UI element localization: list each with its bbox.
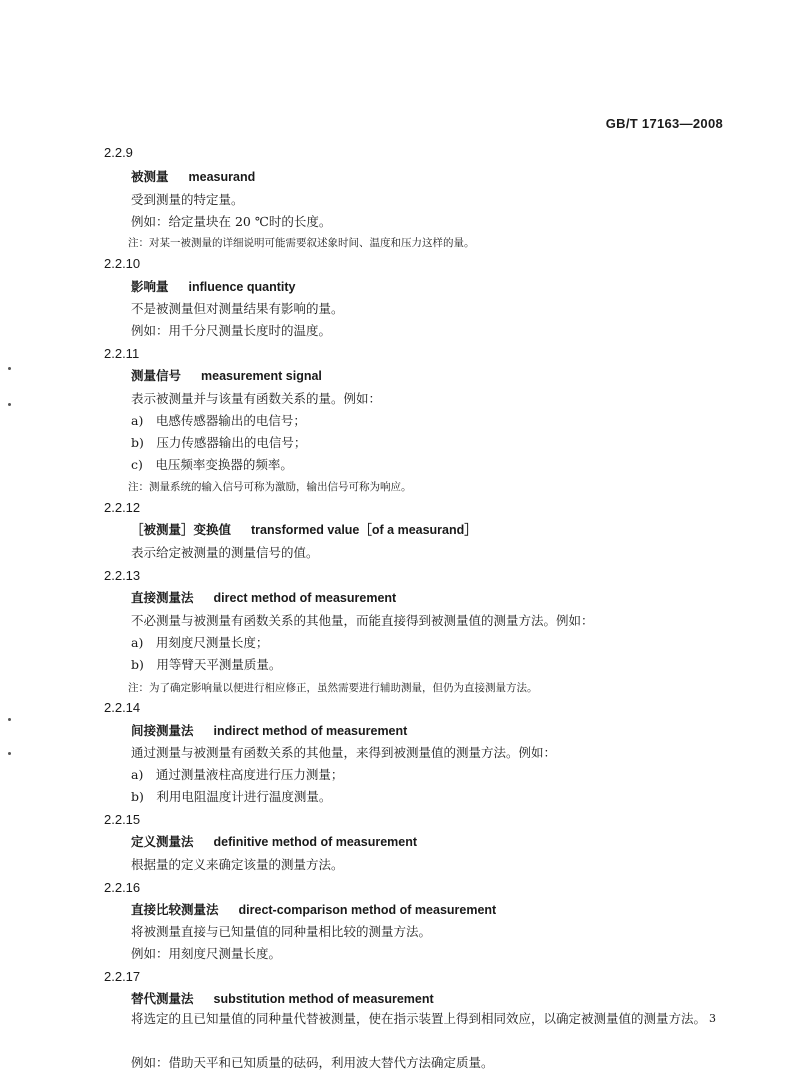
term-en: substitution method of measurement [213, 992, 434, 1006]
term-cn: 间接测量法 [131, 723, 194, 738]
term-heading [131, 991, 434, 1007]
term-heading [131, 723, 407, 739]
clause-number: 2.2.9 [104, 145, 133, 160]
term-en: influence quantity [188, 280, 296, 294]
term-heading [131, 902, 496, 918]
example-text: 例如：用千分尺测量长度时的温度。 [131, 323, 332, 338]
term-en: measurement signal [201, 369, 322, 383]
term-heading [131, 590, 396, 606]
definition-text: 根据量的定义来确定该量的测量方法。 [131, 857, 344, 872]
definition-text: 将选定的且已知量值的同种量代替被测量，使在指示装置上得到相同效应，以确定被测量值的测量方法。 [131, 1011, 707, 1026]
term-en: direct method of measurement [213, 591, 397, 605]
margin-mark [8, 367, 11, 370]
clause-number: 2.2.10 [104, 256, 141, 271]
term-heading [131, 368, 322, 384]
clause-number: 2.2.17 [104, 969, 141, 984]
definition-text: 通过测量与被测量有函数关系的其他量，来得到被测量值的测量方法。例如： [131, 745, 557, 760]
clause-number: 2.2.16 [104, 880, 141, 895]
note-text: 注：测量系统的输入信号可称为激励，输出信号可称为响应。 [128, 481, 412, 493]
list-item: a) 用刻度尺测量长度； [131, 635, 269, 650]
list-item: b) 利用电阻温度计进行温度测量。 [131, 789, 332, 804]
note-text: 注：对某一被测量的详细说明可能需要叙述象时间、温度和压力这样的量。 [128, 237, 475, 249]
clause-number: 2.2.11 [104, 346, 140, 361]
term-en: measurand [188, 170, 256, 184]
margin-mark [8, 752, 11, 755]
list-item: a) 通过测量液柱高度进行压力测量； [131, 767, 344, 782]
term-cn: 影响量 [131, 279, 169, 294]
definition-text: 表示被测量并与该量有函数关系的量。例如： [131, 391, 382, 406]
page-number: 3 [709, 1012, 716, 1025]
margin-mark [8, 718, 11, 721]
term-cn: 替代测量法 [131, 991, 194, 1006]
term-cn: ［被测量］变换值 [131, 522, 232, 537]
definition-text: 将被测量直接与已知量值的同种量相比较的测量方法。 [131, 924, 432, 939]
standard-code: GB/T 17163—2008 [605, 116, 723, 131]
note-text: 注：为了确定影响量以便进行相应修正，虽然需要进行辅助测量，但仍为直接测量方法。 [128, 682, 538, 694]
term-en: definitive method of measurement [213, 835, 418, 849]
term-heading [131, 834, 417, 850]
example-text: 例如：借助天平和已知质量的砝码，利用波大替代方法确定质量。 [131, 1055, 494, 1070]
list-item: b) 用等臂天平测量质量。 [131, 657, 282, 672]
term-en: direct-comparison method of measurement [238, 903, 497, 917]
list-item: b) 压力传感器输出的电信号； [131, 435, 307, 450]
term-cn: 定义测量法 [131, 834, 194, 849]
term-en: transformed value［of a measurand］ [251, 523, 477, 537]
list-item: c) 电压频率变换器的频率。 [131, 457, 293, 472]
list-item: a) 电感传感器输出的电信号； [131, 413, 306, 428]
definition-text: 受到测量的特定量。 [131, 192, 244, 207]
clause-number: 2.2.14 [104, 700, 141, 715]
clause-number: 2.2.12 [104, 500, 141, 515]
term-heading [131, 522, 477, 538]
clause-number: 2.2.15 [104, 812, 141, 827]
term-cn: 测量信号 [131, 368, 182, 383]
definition-text: 表示给定被测量的测量信号的值。 [131, 545, 319, 560]
clause-number: 2.2.13 [104, 568, 141, 583]
definition-text: 不是被测量但对测量结果有影响的量。 [131, 301, 344, 316]
example-text: 例如：用刻度尺测量长度。 [131, 946, 282, 961]
margin-mark [8, 403, 11, 406]
term-heading [131, 279, 295, 295]
term-cn: 直接比较测量法 [131, 902, 219, 917]
definition-text: 不必测量与被测量有函数关系的其他量，而能直接得到被测量值的测量方法。例如： [131, 613, 594, 628]
term-cn: 被测量 [131, 169, 169, 184]
term-cn: 直接测量法 [131, 590, 194, 605]
term-en: indirect method of measurement [213, 724, 408, 738]
example-text: 例如：给定量块在 20 ℃时的长度。 [131, 214, 332, 229]
term-heading [131, 169, 255, 185]
